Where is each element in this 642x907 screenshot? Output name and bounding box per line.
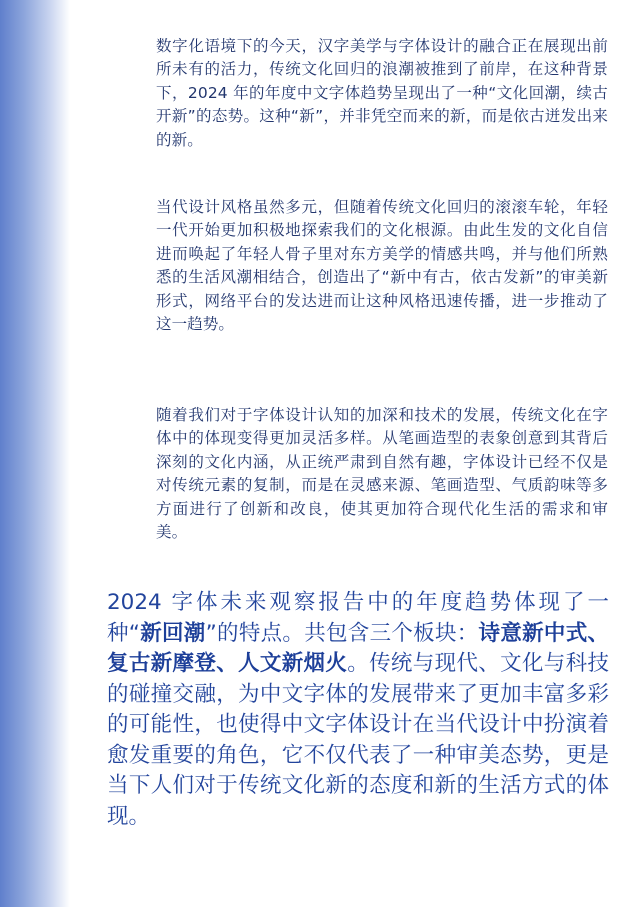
summary-part1: 2024 字体未来观察报告中的年度趋势体现了一种“ bbox=[107, 590, 609, 646]
summary-part3: 。传统与现代、文化与科技的碰撞交融，为中文字体的发展带来了更加丰富多彩的可能性，也使得中文字体设计在当代设计中扮演着愈发重要的角色，它不仅代表了一种审美态势，更是当下人们对于传统文化新的态度和新的生活方式的体现。 bbox=[107, 651, 609, 829]
paragraph-intro: 数字化语境下的今天，汉字美学与字体设计的融合正在展现出前所未有的活力，传统文化回归的浪潮被推到了前岸，在这种背景下，2024 年的年度中文字体趋势呈现出了一种“文化回潮，续古开新”的态势。这种“新”，并非凭空而来的新，而是依古迸发出来的新。 bbox=[156, 37, 608, 149]
paragraph-design-evolution: 随着我们对于字体设计认知的加深和技术的发展，传统文化在字体中的体现变得更加灵活多样。从笔画造型的表象创意到其背后深刻的文化内涵，从正统严肃到自然有趣，字体设计已经不仅是对传统元素的复制，而是在灵感来源、笔画造型、气质韵味等多方面进行了创新和改良，使其更加符合现代化生活的需求和审美。 bbox=[156, 406, 608, 542]
paragraph-youth-culture: 当代设计风格虽然多元，但随着传统文化回归的滚滚车轮，年轻一代开始更加积极地探索我们的文化根源。由此生发的文化自信进而唤起了年轻人骨子里对东方美学的情感共鸣，并与他们所熟悉的生活风潮相结合，创造出了“新中有古，依古发新”的审美新形式，网络平台的发达进而让这种风格迅速传播，进一步推动了这一趋势。 bbox=[156, 198, 608, 334]
trend-keyword: 新回潮 bbox=[139, 620, 206, 646]
summary-paragraph bbox=[107, 588, 609, 832]
block-humanistic-new-fireworks: 人文新烟火 bbox=[238, 651, 348, 676]
block-poetic-new-chinese: 诗意新中式 bbox=[478, 620, 588, 646]
separator-2: 、 bbox=[216, 651, 239, 676]
separator-1: 、 bbox=[587, 620, 609, 646]
block-retro-new-modern: 复古新摩登 bbox=[107, 651, 217, 676]
summary-part2: ”的特点。共包含三个板块： bbox=[205, 620, 479, 646]
